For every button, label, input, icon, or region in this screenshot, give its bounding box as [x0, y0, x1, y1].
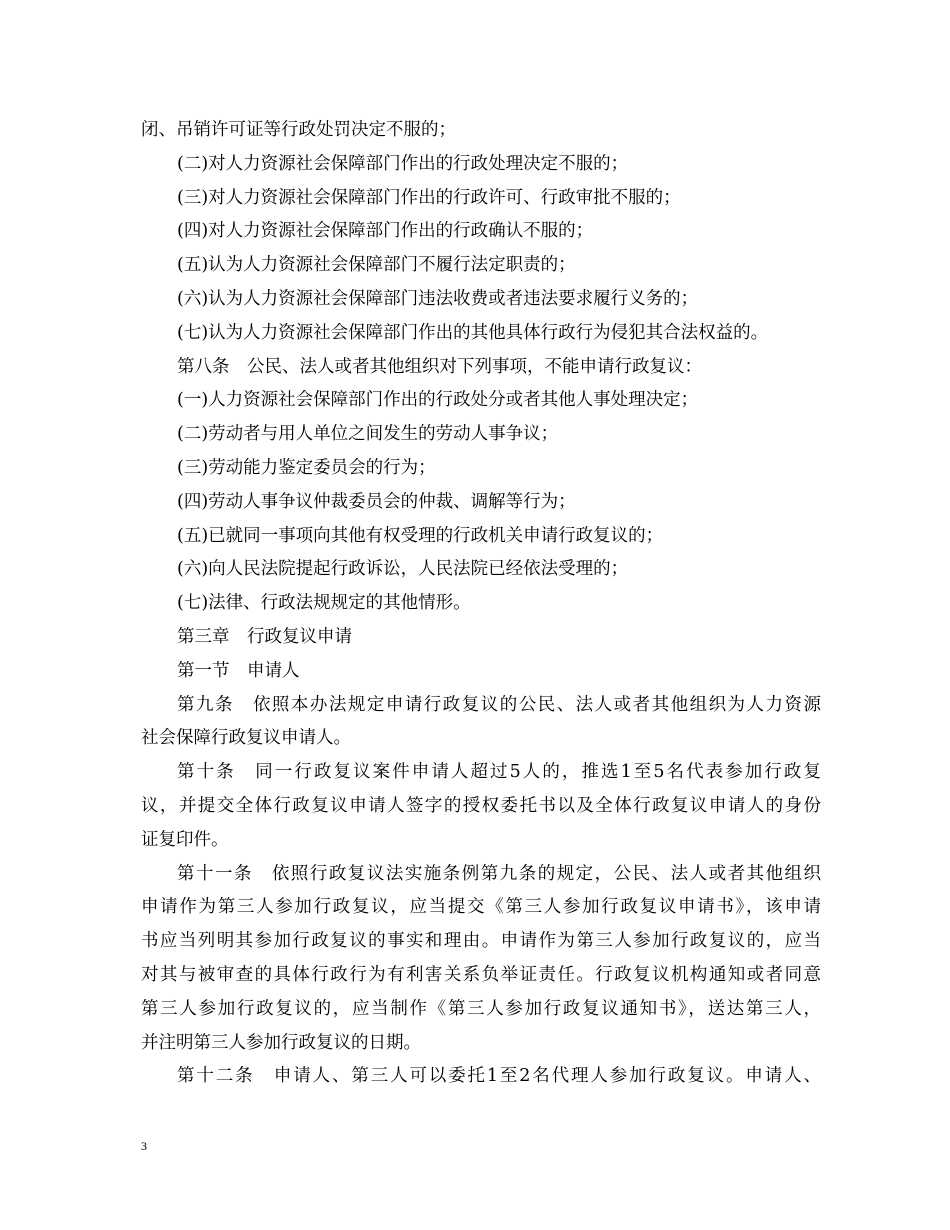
- document-body: [141, 114, 821, 1094]
- text-line: (七)认为人力资源社会保障部门作出的其他具体行政行为侵犯其合法权益的。: [177, 322, 769, 343]
- text-line: 申请作为第三人参加行政复议，应当提交《第三人参加行政复议申请书》，该申请: [141, 897, 821, 918]
- text-line: (一)人力资源社会保障部门作出的行政处分或者其他人事处理决定；: [177, 390, 699, 411]
- text-line: 并注明第三人参加行政复议的日期。: [141, 1032, 421, 1053]
- text-line: (五)已就同一事项向其他有权受理的行政机关申请行政复议的；: [177, 525, 664, 546]
- text-line: (三)对人力资源社会保障部门作出的行政许可、行政审批不服的；: [177, 187, 681, 208]
- text-line: (二)劳动者与用人单位之间发生的劳动人事争议；: [177, 424, 559, 445]
- text-line: 议，并提交全体行政复议申请人签字的授权委托书以及全体行政复议申请人的身份: [141, 795, 821, 816]
- text-line: (六)认为人力资源社会保障部门违法收费或者违法要求履行义务的；: [177, 288, 699, 309]
- page-number: 3: [141, 1139, 147, 1153]
- text-line: (二)对人力资源社会保障部门作出的行政处理决定不服的；: [177, 153, 629, 174]
- text-line: 书应当列明其参加行政复议的事实和理由。申请作为第三人参加行政复议的，应当: [141, 931, 821, 952]
- text-line: 对其与被审查的具体行政行为有利害关系负举证责任。行政复议机构通知或者同意: [141, 964, 821, 985]
- text-line: 第三人参加行政复议的，应当制作《第三人参加行政复议通知书》，送达第三人，: [141, 998, 821, 1019]
- text-line: (四)对人力资源社会保障部门作出的行政确认不服的；: [177, 221, 594, 242]
- text-line: (四)劳动人事争议仲裁委员会的仲裁、调解等行为；: [177, 491, 576, 512]
- text-line: (七)法律、行政法规规定的其他情形。: [177, 593, 471, 614]
- text-line: (六)向人民法院提起行政诉讼，人民法院已经依法受理的；: [177, 559, 629, 580]
- text-line: 第九条 依照本办法规定申请行政复议的公民、法人或者其他组织为人力资源: [177, 694, 821, 715]
- text-line: 社会保障行政复议申请人。: [141, 728, 351, 749]
- text-line: 闭、吊销许可证等行政处罚决定不服的；: [141, 120, 456, 140]
- text-line: 证复印件。: [141, 829, 229, 850]
- text-line: 第八条 公民、法人或者其他组织对下列事项，不能申请行政复议：: [177, 356, 702, 377]
- text-line: 第一节 申请人: [177, 660, 300, 681]
- text-line: 第十条 同一行政复议案件申请人超过5人的，推选1至5名代表参加行政复: [177, 762, 821, 783]
- text-line: 第十一条 依照行政复议法实施条例第九条的规定，公民、法人或者其他组织: [177, 863, 821, 884]
- text-line: (五)认为人力资源社会保障部门不履行法定职责的；: [177, 255, 576, 276]
- text-line: 第三章 行政复议申请: [177, 626, 352, 647]
- text-line: 第十二条 申请人、第三人可以委托1至2名代理人参加行政复议。申请人、: [177, 1066, 821, 1087]
- text-line: (三)劳动能力鉴定委员会的行为；: [177, 457, 436, 478]
